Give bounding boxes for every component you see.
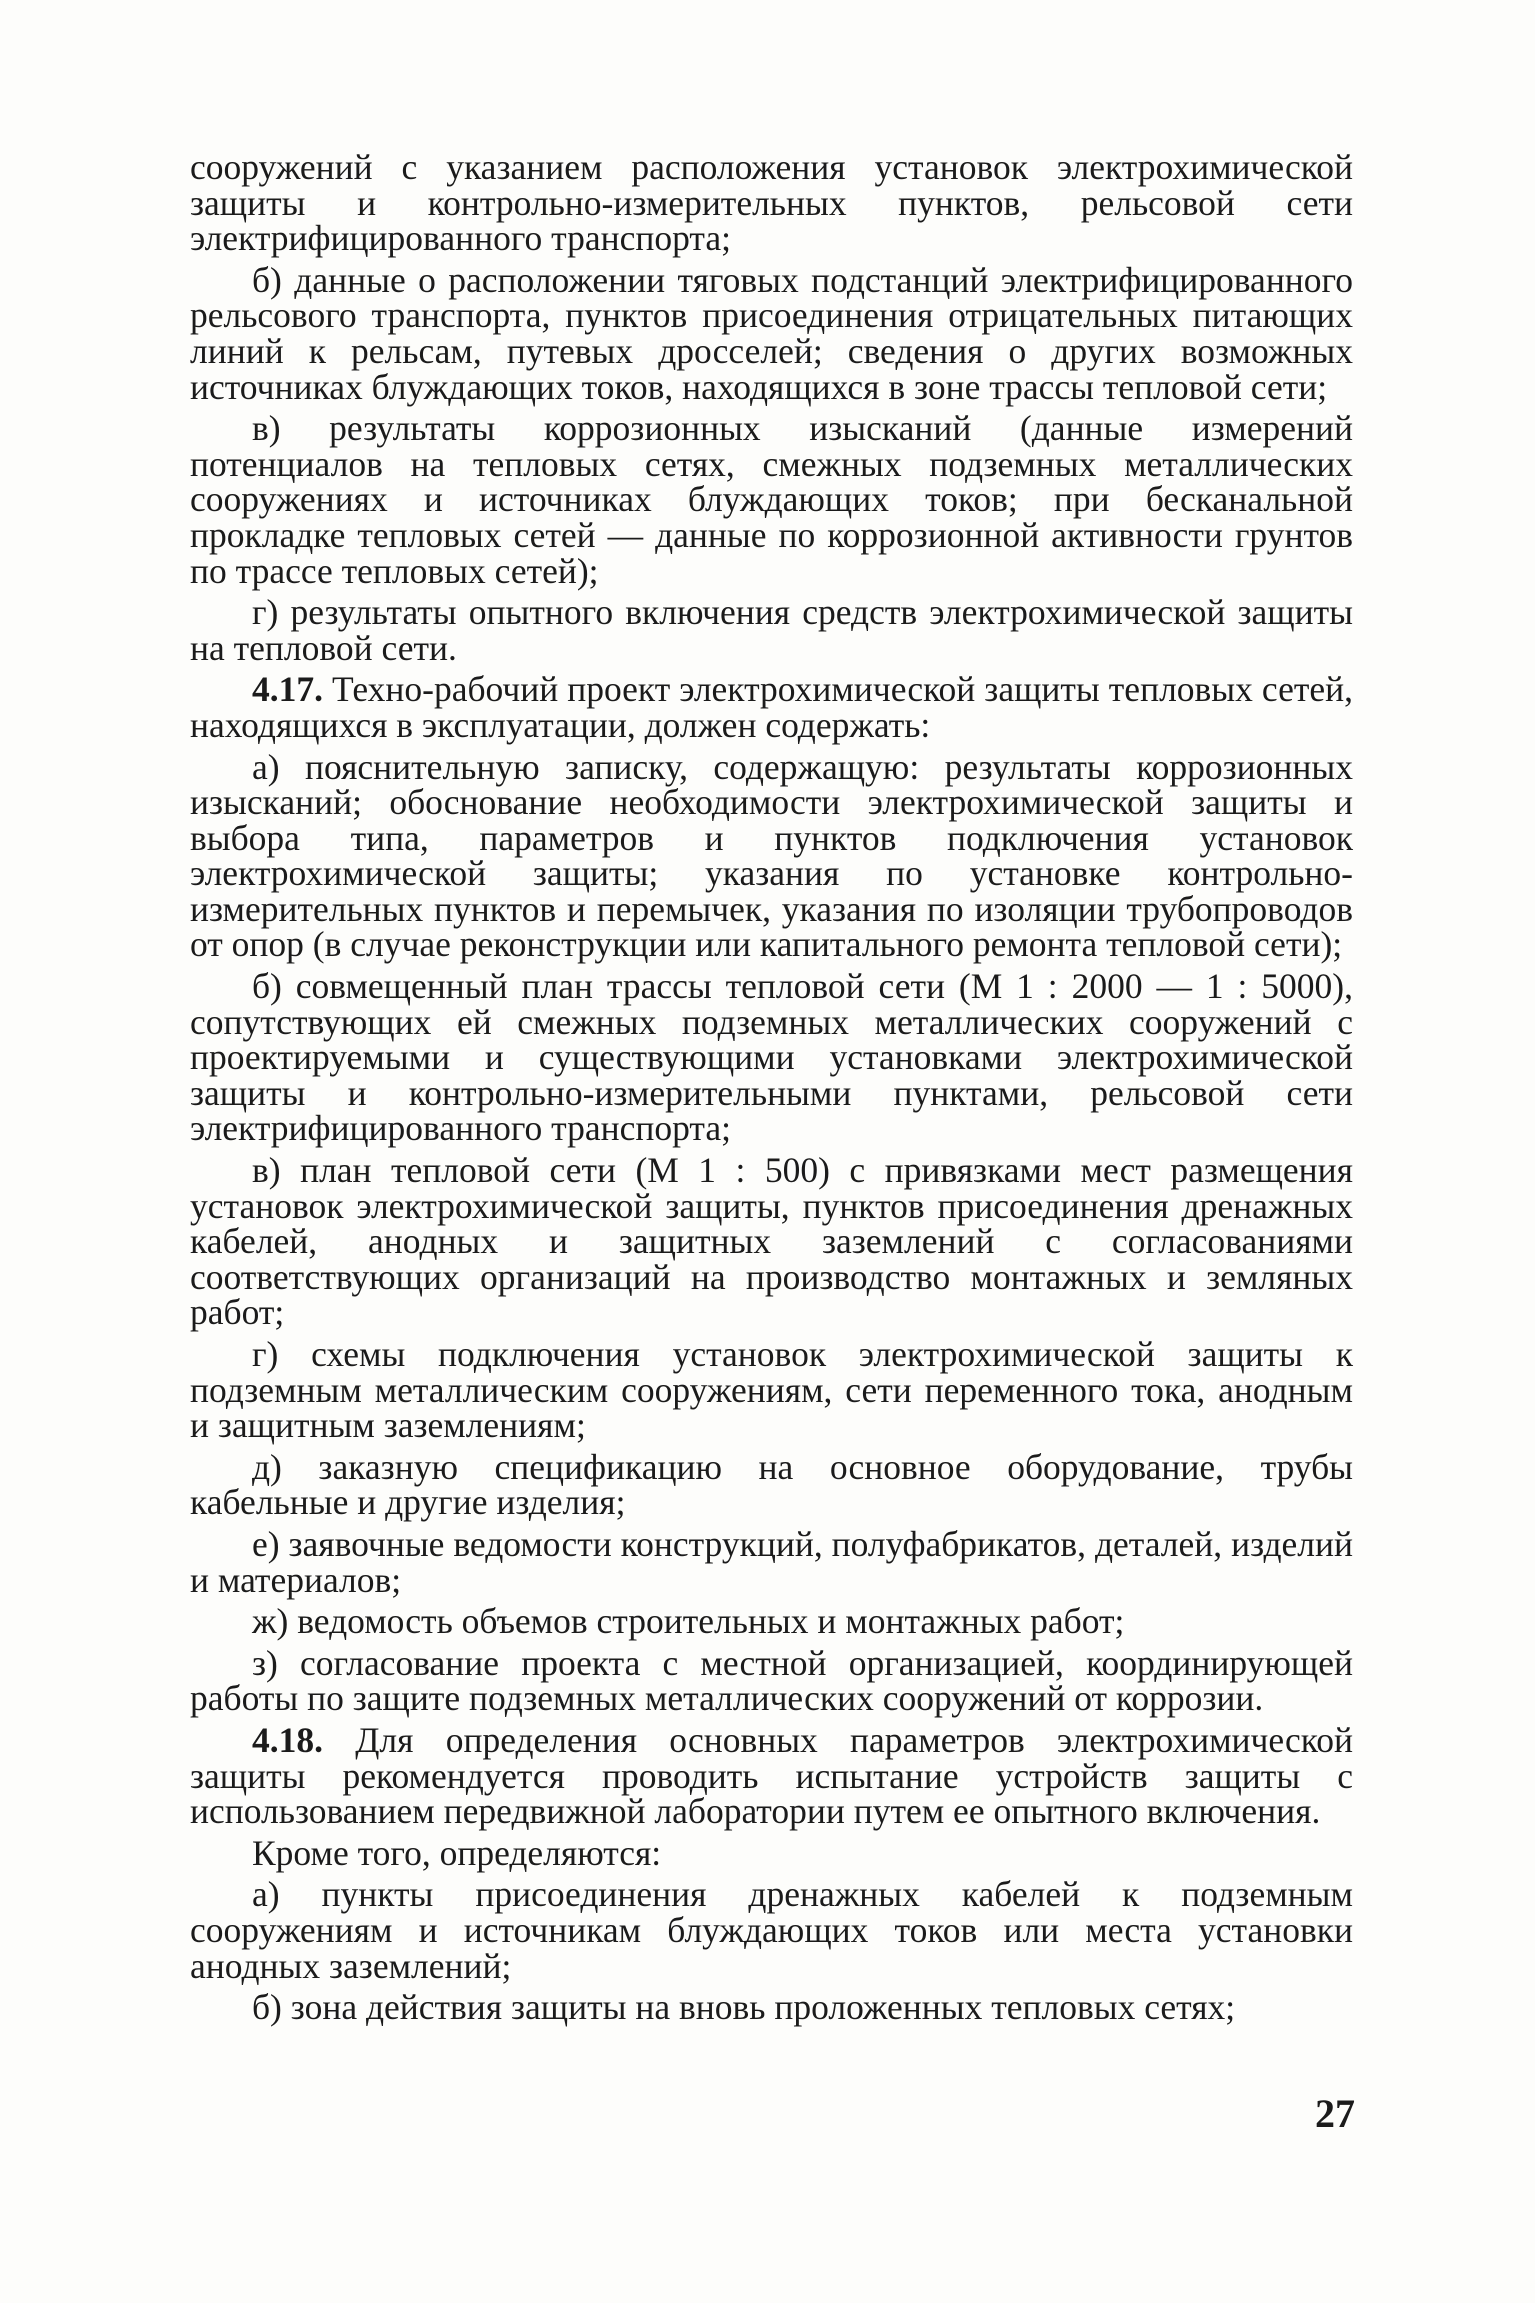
list-item-b: б) зона действия защиты на вновь проложенных тепловых сетях; [252, 1987, 1236, 2028]
list-item-v: в) результаты коррозионных изысканий (данные измерений потенциалов на тепловых сетях, смежных подземных металлических сооружениях и источниках блуждающих токов; при бесканальной прокладке тепловых сетей — данные по коррозионной активности грунтов по трассе тепловых сетей); [190, 408, 1353, 591]
section-number: 4.18. [252, 1719, 323, 1760]
paragraph: Кроме того, определяются: [252, 1832, 662, 1873]
list-item-a: а) пункты присоединения дренажных кабелей к подземным сооружениям и источникам блуждающих токов или места установки анодных заземлений; [190, 1874, 1353, 1986]
list-item-v: в) план тепловой сети (М 1 : 500) с привязками мест размещения установок электрохимической защиты, пунктов присоединения дренажных кабелей, анодных и защитных заземлений с согласованиями соответствующих организаций на производство монтажных и земляных работ; [190, 1150, 1353, 1333]
list-item-g: г) схемы подключения установок электрохимической защиты к подземным металлическим сооружениям, сети переменного тока, анодным и защитным заземлениям; [190, 1334, 1353, 1446]
list-item-a: а) пояснительную записку, содержащую: результаты коррозионных изысканий; обоснование необходимости электрохимической защиты и выбора типа, параметров и пунктов подключения установок электрохимической защиты; указания по установке контрольно-измерительных пунктов и перемычек, указания по изоляции трубопроводов от опор (в случае реконструкции или капитального ремонта тепловой сети); [190, 746, 1353, 965]
body-text [190, 147, 1353, 2032]
page-number: 27 [1315, 2091, 1355, 2136]
list-item-g: г) результаты опытного включения средств электрохимической защиты на тепловой сети. [190, 592, 1353, 668]
section-4-18: 4.18. Для определения основных параметров электрохимической защиты рекомендуется проводить испытание устройств защиты с использованием передвижной лаборатории путем ее опытного включения. [190, 1719, 1353, 1832]
section-4-17: 4.17. Техно-рабочий проект электрохимической защиты тепловых сетей, находящихся в эксплуатации, должен содержать: [190, 669, 1353, 745]
section-number: 4.17. [252, 669, 323, 710]
paragraph-continuation: сооружений с указанием расположения установок электрохимической защиты и контрольно-измерительных пунктов, рельсовой сети электрифицированного транспорта; [190, 147, 1353, 259]
list-item-e: е) заявочные ведомости конструкций, полуфабрикатов, деталей, изделий и материалов; [190, 1523, 1353, 1600]
list-item-d: д) заказную спецификацию на основное оборудование, трубы кабельные и другие изделия; [190, 1446, 1353, 1523]
list-item-b: б) совмещенный план трассы тепловой сети (М 1 : 2000 — 1 : 5000), сопутствующих ей смежных подземных металлических сооружений с проектируемыми и существующими установками электрохимической защиты и контрольно-измерительными пунктами, рельсовой сети электрифицированного транспорта; [190, 966, 1353, 1149]
list-item-z: з) согласование проекта с местной организацией, координирующей работы по защите подземных металлических сооружений от коррозии. [190, 1642, 1353, 1719]
list-item-zh: ж) ведомость объемов строительных и монтажных работ; [252, 1601, 1125, 1642]
list-item-b: б) данные о расположении тяговых подстанций электрифицированного рельсового транспорта, пунктов присоединения отрицательных питающих линий к рельсам, путевых дросселей; сведения о других возможных источниках блуждающих токов, находящихся в зоне трассы тепловой сети; [190, 259, 1353, 407]
